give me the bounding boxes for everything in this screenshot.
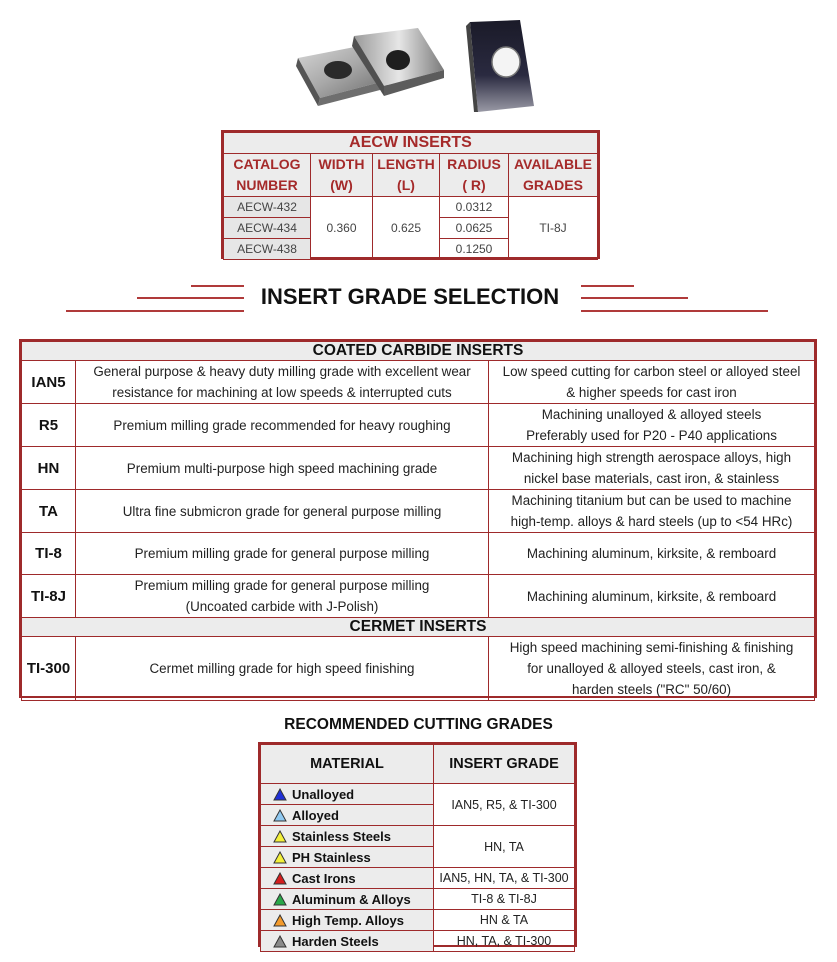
header-length: LENGTH (L)	[373, 154, 440, 197]
material-cell	[261, 847, 434, 868]
grade-application: Machining titanium but can be used to machine high-temp. alloys & hard steels (up to <54 HRc)	[489, 490, 815, 533]
header-radius: RADIUS ( R)	[440, 154, 509, 197]
material-row	[261, 784, 575, 805]
material-row	[261, 931, 575, 952]
radius-value: 0.1250	[440, 239, 509, 260]
insert-grade-cell: IAN5, HN, TA, & TI-300	[434, 868, 575, 889]
decorative-rule	[66, 310, 244, 312]
coated-carbide-title: COATED CARBIDE INSERTS	[22, 342, 815, 361]
recommended-title: RECOMMENDED CUTTING GRADES	[284, 716, 553, 733]
grade-row	[22, 533, 815, 575]
decorative-rule	[581, 297, 688, 299]
grade-row	[22, 447, 815, 490]
material-name: PH Stainless	[292, 849, 371, 865]
material-cell	[261, 826, 434, 847]
catalog-number: AECW-438	[224, 239, 311, 260]
width-value: 0.360	[311, 197, 373, 260]
material-cell	[261, 868, 434, 889]
triangle-icon	[273, 935, 287, 948]
insert-grade-cell: TI-8 & TI-8J	[434, 889, 575, 910]
grade-application: Machining high strength aerospace alloys, high nickel base materials, cast iron, & stainless	[489, 447, 815, 490]
grade-code: R5	[22, 404, 76, 447]
triangle-icon	[273, 788, 287, 801]
grade-description: Cermet milling grade for high speed finishing	[76, 637, 489, 701]
decorative-rule	[581, 285, 634, 287]
decorative-rule	[191, 285, 244, 287]
radius-value: 0.0312	[440, 197, 509, 218]
grade-row	[22, 404, 815, 447]
grade-row	[22, 490, 815, 533]
insert-grade-table	[19, 339, 817, 698]
grade-application: Machining aluminum, kirksite, & remboard	[489, 575, 815, 618]
triangle-icon	[273, 914, 287, 927]
triangle-icon	[273, 809, 287, 822]
grade-description: General purpose & heavy duty milling grade with excellent wear resistance for machining at low speeds & interrupted cuts	[76, 361, 489, 404]
grade-code: TI-300	[22, 637, 76, 701]
material-name: Alloyed	[292, 807, 339, 823]
grade-description: Ultra fine submicron grade for general purpose milling	[76, 490, 489, 533]
material-cell	[261, 784, 434, 805]
triangle-icon	[273, 830, 287, 843]
material-name: Aluminum & Alloys	[292, 891, 411, 907]
header-width: WIDTH (W)	[311, 154, 373, 197]
grade-application: High speed machining semi-finishing & finishing for unalloyed & alloyed steels, cast iron, & harden steels ("RC" 50/60)	[489, 637, 815, 701]
radius-value: 0.0625	[440, 218, 509, 239]
grades-value: TI-8J	[509, 197, 598, 260]
grade-code: TI-8J	[22, 575, 76, 618]
material-cell	[261, 805, 434, 826]
aecw-title: AECW INSERTS	[224, 133, 598, 154]
cermet-title: CERMET INSERTS	[22, 618, 815, 637]
grade-application: Machining unalloyed & alloyed steels Preferably used for P20 - P40 applications	[489, 404, 815, 447]
header-catalog-number: CATALOG NUMBER	[224, 154, 311, 197]
aecw-inserts-table	[221, 130, 600, 259]
material-name: Stainless Steels	[292, 828, 391, 844]
grade-application: Machining aluminum, kirksite, & remboard	[489, 533, 815, 575]
insert-grade-cell: HN & TA	[434, 910, 575, 931]
material-name: High Temp. Alloys	[292, 912, 404, 928]
grade-code: IAN5	[22, 361, 76, 404]
triangle-icon	[273, 851, 287, 864]
catalog-number: AECW-432	[224, 197, 311, 218]
material-cell	[261, 889, 434, 910]
material-row	[261, 910, 575, 931]
grade-application: Low speed cutting for carbon steel or alloyed steel & higher speeds for cast iron	[489, 361, 815, 404]
decorative-rule	[137, 297, 244, 299]
length-value: 0.625	[373, 197, 440, 260]
grade-row	[22, 637, 815, 701]
material-name: Harden Steels	[292, 933, 379, 949]
grade-row	[22, 575, 815, 618]
catalog-number: AECW-434	[224, 218, 311, 239]
material-header: MATERIAL	[261, 745, 434, 784]
insert-grade-cell: HN, TA	[434, 826, 575, 868]
material-row	[261, 889, 575, 910]
grade-code: TA	[22, 490, 76, 533]
recommended-grades-table	[258, 742, 577, 947]
grade-description: Premium milling grade for general purpose milling (Uncoated carbide with J-Polish)	[76, 575, 489, 618]
material-row	[261, 826, 575, 847]
material-cell	[261, 931, 434, 952]
material-cell	[261, 910, 434, 931]
grade-code: TI-8	[22, 533, 76, 575]
grade-description: Premium milling grade recommended for heavy roughing	[76, 404, 489, 447]
grade-row	[22, 361, 815, 404]
header-available-grades: AVAILABLE GRADES	[509, 154, 598, 197]
decorative-rule	[581, 310, 768, 312]
insert-photo-left	[292, 24, 452, 110]
section-title: INSERT GRADE SELECTION	[260, 284, 560, 309]
material-name: Unalloyed	[292, 786, 355, 802]
insert-grade-cell: IAN5, R5, & TI-300	[434, 784, 575, 826]
grade-description: Premium multi-purpose high speed machining grade	[76, 447, 489, 490]
material-row	[261, 868, 575, 889]
insert-grade-header: INSERT GRADE	[434, 745, 575, 784]
insert-photo-right	[462, 18, 538, 114]
grade-description: Premium milling grade for general purpose milling	[76, 533, 489, 575]
triangle-icon	[273, 872, 287, 885]
material-name: Cast Irons	[292, 870, 356, 886]
insert-grade-cell: HN, TA, & TI-300	[434, 931, 575, 952]
grade-code: HN	[22, 447, 76, 490]
triangle-icon	[273, 893, 287, 906]
